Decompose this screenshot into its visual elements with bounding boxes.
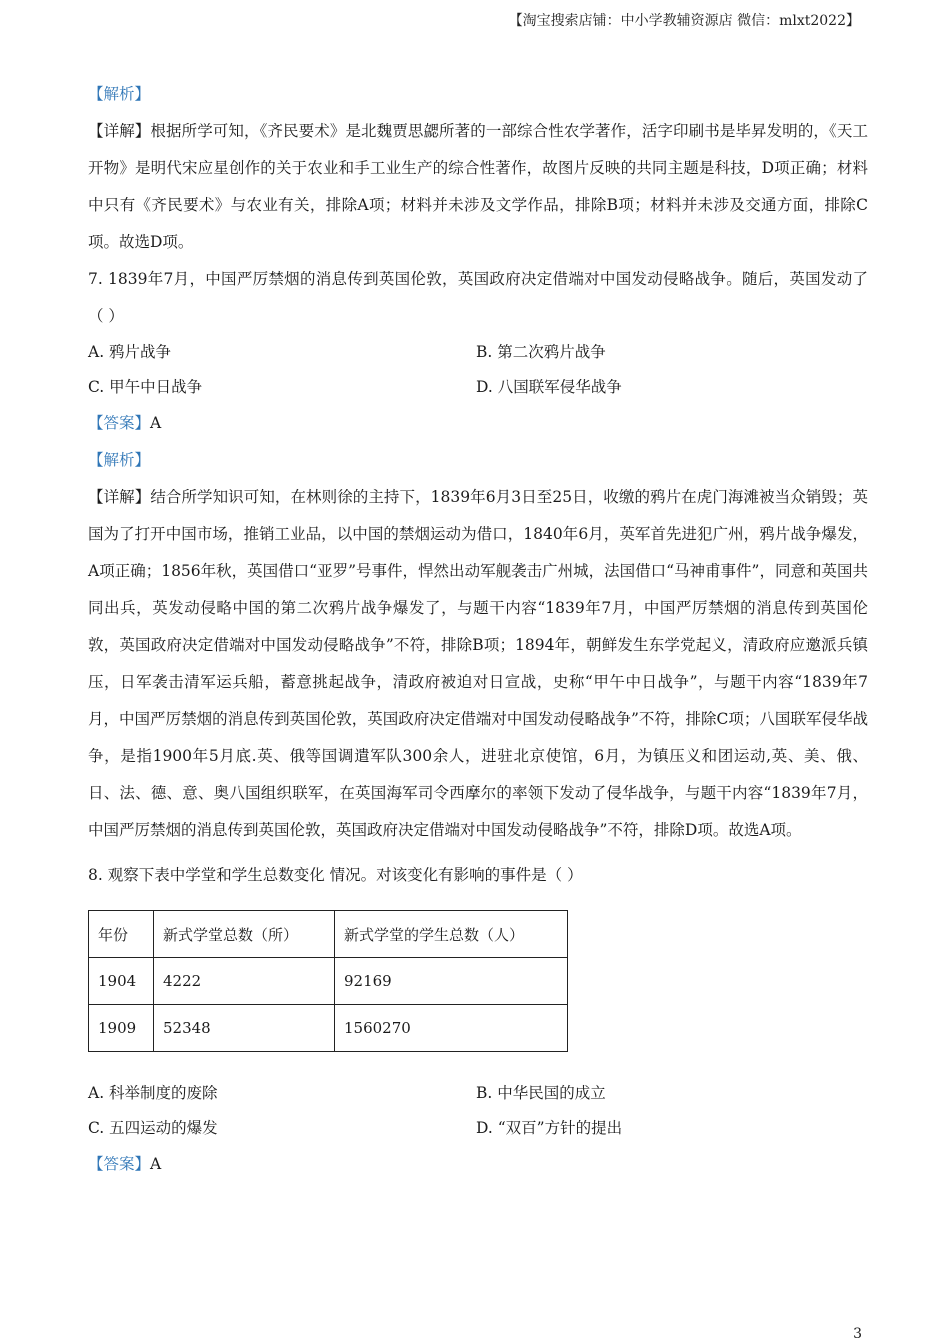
table-cell: 1904	[89, 958, 154, 1005]
q8-option-c: C. 五四运动的爆发	[88, 1119, 218, 1137]
q8-options-row1	[88, 1076, 868, 1111]
q7-detail: 【详解】结合所学知识可知，在林则徐的主持下，1839年6月3日至25日，收缴的鸦片在虎门海滩被当众销毁；英国为了打开中国市场，推销工业品，以中国的禁烟运动为借口，1840年6月，英军首先进犯广州，鸦片战争爆发，A项正确；1856年秋，英国借口“亚罗”号事件，悍然出动军舰袭击广州城，法国借口“马神甫事件”，同意和英国共同出兵，英发动侵略中国的第二次鸦片战争爆发了，与题干内容“1839年7月，中国严厉禁烟的消息传到英国伦敦，英国政府决定借端对中国发动侵略战争”不符，排除B项；1894年，朝鲜发生东学党起义，清政府应邀派兵镇压，日军袭击清军运兵船，蓄意挑起战争，清政府被迫对日宣战，史称“甲午中日战争”，与题干内容“1839年7月，中国严厉禁烟的消息传到英国伦敦，英国政府决定借端对中国发动侵略战争”不符，排除C项；八国联军侵华战争，是指1900年5月底.英、俄等国调遣军队300余人，进驻北京使馆，6月，为镇压义和团运动,英、美、俄、日、法、德、意、奥八国组织联军，在英国海军司令西摩尔的率领下发动了侵华战争，与题干内容“1839年7月，中国严厉禁烟的消息传到英国伦敦，英国政府决定借端对中国发动侵略战争”不符，排除D项。故选A项。	[88, 488, 868, 839]
table-header-row	[89, 911, 568, 958]
table-cell: 1560270	[335, 1005, 568, 1052]
q7-option-b: B. 第二次鸦片战争	[476, 343, 606, 361]
q8-options-row2	[88, 1111, 868, 1146]
q7-option-c: C. 甲午中日战争	[88, 378, 203, 396]
q8-option-a: A. 科举制度的废除	[88, 1084, 218, 1102]
document-body	[88, 76, 868, 1183]
q8-answer: 【答案】A	[88, 1155, 162, 1173]
q6-analysis-label: 【解析】	[88, 85, 151, 103]
table-cell: 1909	[89, 1005, 154, 1052]
q7-options-row1	[88, 335, 868, 370]
table-header-cell: 新式学堂总数（所）	[154, 911, 335, 958]
table-row	[89, 958, 568, 1005]
page-header: 【淘宝搜索店铺：中小学教辅资源店 微信：mlxt2022】	[508, 13, 860, 29]
q6-detail: 【详解】根据所学可知，《齐民要术》是北魏贾思勰所著的一部综合性农学著作，活字印刷书是毕昇发明的，《天工开物》是明代宋应星创作的关于农业和手工业生产的综合性著作，故图片反映的共同主题是科技，D项正确；材料中只有《齐民要术》与农业有关，排除A项；材料并未涉及文学作品，排除B项；材料并未涉及交通方面，排除C项。故选D项。	[88, 122, 868, 251]
q8-option-d: D. “双百”方针的提出	[476, 1119, 623, 1137]
school-statistics-table	[88, 910, 568, 1052]
table-cell: 92169	[335, 958, 568, 1005]
q7-analysis-label: 【解析】	[88, 451, 151, 469]
q7-options-row2	[88, 370, 868, 405]
q7-option-a: A. 鸦片战争	[88, 343, 172, 361]
q7-stem: 7. 1839年7月，中国严厉禁烟的消息传到英国伦敦，英国政府决定借端对中国发动侵略战争。随后，英国发动了（ ）	[88, 270, 868, 325]
table-header-cell: 新式学堂的学生总数（人）	[335, 911, 568, 958]
table-header-cell: 年份	[89, 911, 154, 958]
table-cell: 4222	[154, 958, 335, 1005]
table-row	[89, 1005, 568, 1052]
page-number: 3	[853, 1326, 862, 1342]
q7-answer: 【答案】A	[88, 414, 162, 432]
q7-option-d: D. 八国联军侵华战争	[476, 378, 622, 396]
q8-stem: 8. 观察下表中学堂和学生总数变化 情况。对该变化有影响的事件是（ ）	[88, 866, 583, 884]
table-cell: 52348	[154, 1005, 335, 1052]
q8-option-b: B. 中华民国的成立	[476, 1084, 606, 1102]
